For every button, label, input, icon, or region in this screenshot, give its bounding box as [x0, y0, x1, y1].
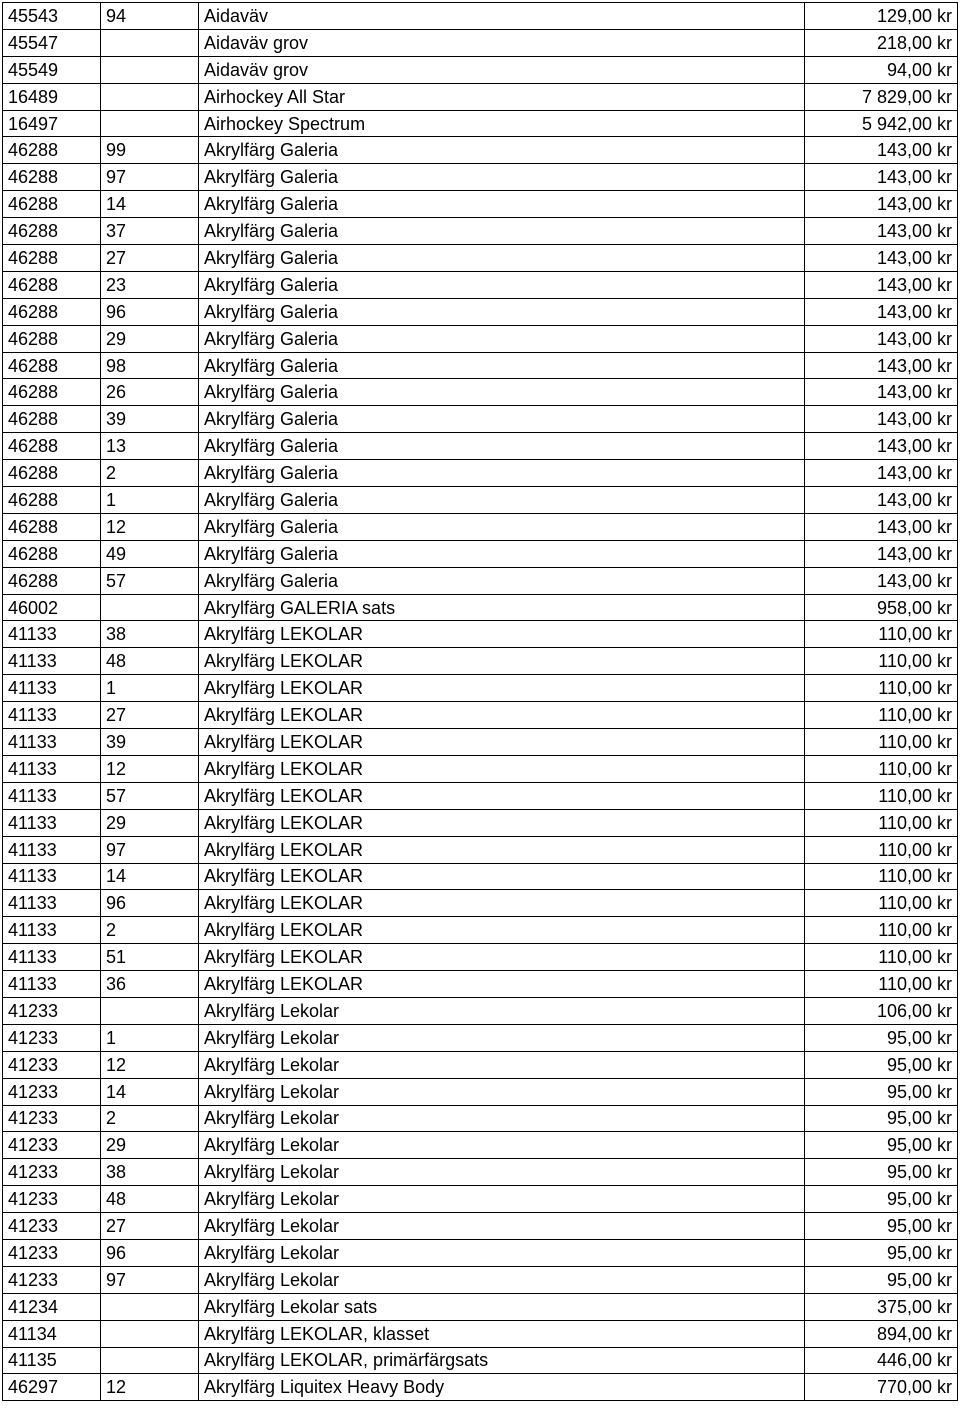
table-row: [3, 702, 958, 729]
variant-number-cell: 38: [101, 621, 199, 648]
variant-number-cell: 97: [101, 1266, 199, 1293]
table-row: [3, 890, 958, 917]
product-name-cell: Akrylfärg Galeria: [199, 325, 805, 352]
price-cell: 95,00 kr: [805, 1078, 958, 1105]
price-cell: 143,00 kr: [805, 245, 958, 272]
product-name-cell: Akrylfärg LEKOLAR: [199, 971, 805, 998]
variant-number-cell: [101, 29, 199, 56]
article-number-cell: 41133: [3, 755, 101, 782]
variant-number-cell: 14: [101, 863, 199, 890]
table-row: [3, 56, 958, 83]
table-row: [3, 1024, 958, 1051]
table-row: [3, 863, 958, 890]
product-name-cell: Akrylfärg LEKOLAR: [199, 917, 805, 944]
product-name-cell: Akrylfärg Lekolar: [199, 1266, 805, 1293]
article-number-cell: 46288: [3, 325, 101, 352]
product-name-cell: Akrylfärg LEKOLAR: [199, 944, 805, 971]
article-number-cell: 45543: [3, 3, 101, 30]
table-row: [3, 1132, 958, 1159]
product-name-cell: Aidaväv grov: [199, 56, 805, 83]
variant-number-cell: 96: [101, 298, 199, 325]
table-row: [3, 164, 958, 191]
price-cell: 143,00 kr: [805, 164, 958, 191]
product-name-cell: Akrylfärg Galeria: [199, 487, 805, 514]
table-row: [3, 379, 958, 406]
table-row: [3, 29, 958, 56]
table-row: [3, 137, 958, 164]
variant-number-cell: 1: [101, 675, 199, 702]
product-name-cell: Akrylfärg Lekolar: [199, 1078, 805, 1105]
variant-number-cell: 97: [101, 836, 199, 863]
variant-number-cell: 12: [101, 755, 199, 782]
article-number-cell: 41133: [3, 863, 101, 890]
article-number-cell: 16489: [3, 83, 101, 110]
product-name-cell: Akrylfärg LEKOLAR: [199, 890, 805, 917]
product-name-cell: Akrylfärg Lekolar: [199, 997, 805, 1024]
price-cell: 95,00 kr: [805, 1132, 958, 1159]
table-row: [3, 191, 958, 218]
price-cell: 218,00 kr: [805, 29, 958, 56]
price-cell: 143,00 kr: [805, 218, 958, 245]
table-row: [3, 594, 958, 621]
price-cell: 375,00 kr: [805, 1293, 958, 1320]
table-row: [3, 110, 958, 137]
product-name-cell: Akrylfärg Galeria: [199, 352, 805, 379]
article-number-cell: 46288: [3, 540, 101, 567]
article-number-cell: 16497: [3, 110, 101, 137]
table-row: [3, 755, 958, 782]
variant-number-cell: 12: [101, 1051, 199, 1078]
price-cell: 143,00 kr: [805, 513, 958, 540]
variant-number-cell: 57: [101, 567, 199, 594]
product-name-cell: Akrylfärg Liquitex Heavy Body: [199, 1374, 805, 1401]
variant-number-cell: 36: [101, 971, 199, 998]
table-row: [3, 433, 958, 460]
variant-number-cell: 48: [101, 648, 199, 675]
article-number-cell: 41234: [3, 1293, 101, 1320]
article-number-cell: 41133: [3, 648, 101, 675]
variant-number-cell: [101, 594, 199, 621]
article-number-cell: 41133: [3, 890, 101, 917]
price-cell: 110,00 kr: [805, 782, 958, 809]
article-number-cell: 41135: [3, 1347, 101, 1374]
article-number-cell: 41133: [3, 675, 101, 702]
article-number-cell: 46002: [3, 594, 101, 621]
table-row: [3, 540, 958, 567]
product-name-cell: Akrylfärg LEKOLAR: [199, 648, 805, 675]
article-number-cell: 41233: [3, 1266, 101, 1293]
price-cell: 143,00 kr: [805, 379, 958, 406]
variant-number-cell: [101, 1293, 199, 1320]
table-row: [3, 836, 958, 863]
article-number-cell: 41233: [3, 1078, 101, 1105]
variant-number-cell: 1: [101, 1024, 199, 1051]
variant-number-cell: [101, 1347, 199, 1374]
article-number-cell: 46288: [3, 137, 101, 164]
article-number-cell: 45549: [3, 56, 101, 83]
variant-number-cell: 99: [101, 137, 199, 164]
price-cell: 143,00 kr: [805, 137, 958, 164]
price-cell: 95,00 kr: [805, 1105, 958, 1132]
article-number-cell: 46288: [3, 433, 101, 460]
article-number-cell: 46288: [3, 245, 101, 272]
price-cell: 7 829,00 kr: [805, 83, 958, 110]
price-table-body: [3, 3, 958, 1401]
table-row: [3, 971, 958, 998]
variant-number-cell: 29: [101, 809, 199, 836]
product-name-cell: Akrylfärg GALERIA sats: [199, 594, 805, 621]
table-row: [3, 1266, 958, 1293]
article-number-cell: 46288: [3, 379, 101, 406]
variant-number-cell: 14: [101, 1078, 199, 1105]
article-number-cell: 46288: [3, 460, 101, 487]
table-row: [3, 406, 958, 433]
variant-number-cell: 48: [101, 1186, 199, 1213]
product-name-cell: Akrylfärg Galeria: [199, 540, 805, 567]
product-name-cell: Akrylfärg Galeria: [199, 433, 805, 460]
product-name-cell: Akrylfärg Lekolar: [199, 1186, 805, 1213]
price-cell: 110,00 kr: [805, 621, 958, 648]
table-row: [3, 218, 958, 245]
price-cell: 5 942,00 kr: [805, 110, 958, 137]
variant-number-cell: [101, 110, 199, 137]
table-row: [3, 3, 958, 30]
product-name-cell: Akrylfärg LEKOLAR: [199, 675, 805, 702]
article-number-cell: 46297: [3, 1374, 101, 1401]
variant-number-cell: 12: [101, 513, 199, 540]
variant-number-cell: [101, 1320, 199, 1347]
price-cell: 143,00 kr: [805, 406, 958, 433]
article-number-cell: 41233: [3, 997, 101, 1024]
price-cell: 95,00 kr: [805, 1213, 958, 1240]
price-cell: 106,00 kr: [805, 997, 958, 1024]
variant-number-cell: 39: [101, 729, 199, 756]
article-number-cell: 41233: [3, 1105, 101, 1132]
article-number-cell: 41233: [3, 1051, 101, 1078]
article-number-cell: 46288: [3, 406, 101, 433]
price-cell: 143,00 kr: [805, 352, 958, 379]
article-number-cell: 41233: [3, 1159, 101, 1186]
variant-number-cell: 97: [101, 164, 199, 191]
product-name-cell: Akrylfärg LEKOLAR: [199, 863, 805, 890]
price-cell: 110,00 kr: [805, 675, 958, 702]
article-number-cell: 41133: [3, 971, 101, 998]
price-cell: 110,00 kr: [805, 648, 958, 675]
price-cell: 446,00 kr: [805, 1347, 958, 1374]
variant-number-cell: 27: [101, 245, 199, 272]
table-row: [3, 325, 958, 352]
table-row: [3, 245, 958, 272]
price-cell: 95,00 kr: [805, 1239, 958, 1266]
article-number-cell: 41233: [3, 1239, 101, 1266]
variant-number-cell: [101, 997, 199, 1024]
table-row: [3, 1347, 958, 1374]
article-number-cell: 41133: [3, 782, 101, 809]
price-cell: 110,00 kr: [805, 729, 958, 756]
product-name-cell: Aidaväv grov: [199, 29, 805, 56]
price-cell: 95,00 kr: [805, 1159, 958, 1186]
table-row: [3, 1159, 958, 1186]
price-cell: 143,00 kr: [805, 487, 958, 514]
price-cell: 143,00 kr: [805, 567, 958, 594]
article-number-cell: 46288: [3, 298, 101, 325]
table-row: [3, 1374, 958, 1401]
price-cell: 110,00 kr: [805, 917, 958, 944]
table-row: [3, 352, 958, 379]
variant-number-cell: 29: [101, 1132, 199, 1159]
product-name-cell: Akrylfärg Lekolar: [199, 1213, 805, 1240]
product-name-cell: Akrylfärg Galeria: [199, 164, 805, 191]
variant-number-cell: 2: [101, 917, 199, 944]
product-name-cell: Akrylfärg LEKOLAR, klasset: [199, 1320, 805, 1347]
price-cell: 110,00 kr: [805, 836, 958, 863]
product-name-cell: Akrylfärg Galeria: [199, 218, 805, 245]
article-number-cell: 41233: [3, 1186, 101, 1213]
product-name-cell: Akrylfärg Lekolar: [199, 1024, 805, 1051]
variant-number-cell: 13: [101, 433, 199, 460]
article-number-cell: 41133: [3, 809, 101, 836]
variant-number-cell: 26: [101, 379, 199, 406]
variant-number-cell: 29: [101, 325, 199, 352]
article-number-cell: 46288: [3, 218, 101, 245]
table-row: [3, 944, 958, 971]
price-cell: 95,00 kr: [805, 1024, 958, 1051]
article-number-cell: 41233: [3, 1213, 101, 1240]
variant-number-cell: 1: [101, 487, 199, 514]
product-name-cell: Akrylfärg Lekolar: [199, 1105, 805, 1132]
variant-number-cell: [101, 83, 199, 110]
article-number-cell: 46288: [3, 271, 101, 298]
price-cell: 129,00 kr: [805, 3, 958, 30]
product-name-cell: Akrylfärg Galeria: [199, 379, 805, 406]
product-name-cell: Aidaväv: [199, 3, 805, 30]
price-cell: 110,00 kr: [805, 702, 958, 729]
table-row: [3, 917, 958, 944]
price-cell: 958,00 kr: [805, 594, 958, 621]
variant-number-cell: 94: [101, 3, 199, 30]
table-row: [3, 1293, 958, 1320]
variant-number-cell: 2: [101, 460, 199, 487]
price-cell: 143,00 kr: [805, 540, 958, 567]
article-number-cell: 46288: [3, 513, 101, 540]
article-number-cell: 41133: [3, 917, 101, 944]
variant-number-cell: [101, 56, 199, 83]
article-number-cell: 41233: [3, 1132, 101, 1159]
table-row: [3, 271, 958, 298]
table-row: [3, 487, 958, 514]
price-cell: 143,00 kr: [805, 460, 958, 487]
variant-number-cell: 39: [101, 406, 199, 433]
price-cell: 143,00 kr: [805, 271, 958, 298]
price-cell: 143,00 kr: [805, 191, 958, 218]
price-table: [2, 2, 958, 1401]
table-row: [3, 782, 958, 809]
article-number-cell: 41133: [3, 944, 101, 971]
table-row: [3, 1051, 958, 1078]
price-cell: 770,00 kr: [805, 1374, 958, 1401]
price-cell: 110,00 kr: [805, 809, 958, 836]
variant-number-cell: 2: [101, 1105, 199, 1132]
article-number-cell: 41233: [3, 1024, 101, 1051]
product-name-cell: Airhockey All Star: [199, 83, 805, 110]
product-name-cell: Akrylfärg LEKOLAR: [199, 836, 805, 863]
table-row: [3, 1239, 958, 1266]
article-number-cell: 46288: [3, 191, 101, 218]
product-name-cell: Akrylfärg Galeria: [199, 567, 805, 594]
variant-number-cell: 37: [101, 218, 199, 245]
product-name-cell: Akrylfärg Galeria: [199, 406, 805, 433]
variant-number-cell: 23: [101, 271, 199, 298]
price-cell: 95,00 kr: [805, 1051, 958, 1078]
price-cell: 143,00 kr: [805, 325, 958, 352]
table-row: [3, 298, 958, 325]
product-name-cell: Akrylfärg Lekolar sats: [199, 1293, 805, 1320]
product-name-cell: Akrylfärg LEKOLAR: [199, 755, 805, 782]
article-number-cell: 41133: [3, 621, 101, 648]
product-name-cell: Akrylfärg Galeria: [199, 513, 805, 540]
product-name-cell: Akrylfärg LEKOLAR, primärfärgsats: [199, 1347, 805, 1374]
price-cell: 94,00 kr: [805, 56, 958, 83]
table-row: [3, 1105, 958, 1132]
product-name-cell: Akrylfärg Galeria: [199, 137, 805, 164]
price-cell: 143,00 kr: [805, 433, 958, 460]
variant-number-cell: 27: [101, 702, 199, 729]
price-list-sheet: [2, 2, 957, 1401]
table-row: [3, 648, 958, 675]
variant-number-cell: 96: [101, 1239, 199, 1266]
article-number-cell: 41133: [3, 729, 101, 756]
product-name-cell: Akrylfärg Galeria: [199, 271, 805, 298]
price-cell: 110,00 kr: [805, 890, 958, 917]
variant-number-cell: 49: [101, 540, 199, 567]
product-name-cell: Akrylfärg Lekolar: [199, 1159, 805, 1186]
product-name-cell: Akrylfärg Galeria: [199, 245, 805, 272]
article-number-cell: 46288: [3, 487, 101, 514]
table-row: [3, 1186, 958, 1213]
table-row: [3, 997, 958, 1024]
article-number-cell: 46288: [3, 567, 101, 594]
table-row: [3, 621, 958, 648]
price-cell: 110,00 kr: [805, 755, 958, 782]
variant-number-cell: 96: [101, 890, 199, 917]
price-cell: 95,00 kr: [805, 1186, 958, 1213]
table-row: [3, 675, 958, 702]
price-cell: 143,00 kr: [805, 298, 958, 325]
product-name-cell: Akrylfärg LEKOLAR: [199, 702, 805, 729]
price-cell: 894,00 kr: [805, 1320, 958, 1347]
price-cell: 110,00 kr: [805, 944, 958, 971]
variant-number-cell: 57: [101, 782, 199, 809]
price-cell: 95,00 kr: [805, 1266, 958, 1293]
table-row: [3, 1320, 958, 1347]
price-cell: 110,00 kr: [805, 971, 958, 998]
article-number-cell: 45547: [3, 29, 101, 56]
product-name-cell: Akrylfärg Galeria: [199, 191, 805, 218]
article-number-cell: 46288: [3, 164, 101, 191]
product-name-cell: Akrylfärg Lekolar: [199, 1132, 805, 1159]
product-name-cell: Akrylfärg LEKOLAR: [199, 729, 805, 756]
table-row: [3, 1213, 958, 1240]
variant-number-cell: 98: [101, 352, 199, 379]
product-name-cell: Akrylfärg Galeria: [199, 460, 805, 487]
table-row: [3, 809, 958, 836]
variant-number-cell: 51: [101, 944, 199, 971]
table-row: [3, 1078, 958, 1105]
product-name-cell: Akrylfärg Lekolar: [199, 1051, 805, 1078]
product-name-cell: Akrylfärg Galeria: [199, 298, 805, 325]
product-name-cell: Akrylfärg LEKOLAR: [199, 809, 805, 836]
price-cell: 110,00 kr: [805, 863, 958, 890]
variant-number-cell: 27: [101, 1213, 199, 1240]
variant-number-cell: 12: [101, 1374, 199, 1401]
table-row: [3, 513, 958, 540]
table-row: [3, 567, 958, 594]
product-name-cell: Akrylfärg Lekolar: [199, 1239, 805, 1266]
article-number-cell: 41133: [3, 702, 101, 729]
table-row: [3, 460, 958, 487]
table-row: [3, 83, 958, 110]
variant-number-cell: 14: [101, 191, 199, 218]
product-name-cell: Airhockey Spectrum: [199, 110, 805, 137]
article-number-cell: 41134: [3, 1320, 101, 1347]
article-number-cell: 41133: [3, 836, 101, 863]
variant-number-cell: 38: [101, 1159, 199, 1186]
product-name-cell: Akrylfärg LEKOLAR: [199, 621, 805, 648]
table-row: [3, 729, 958, 756]
article-number-cell: 46288: [3, 352, 101, 379]
product-name-cell: Akrylfärg LEKOLAR: [199, 782, 805, 809]
